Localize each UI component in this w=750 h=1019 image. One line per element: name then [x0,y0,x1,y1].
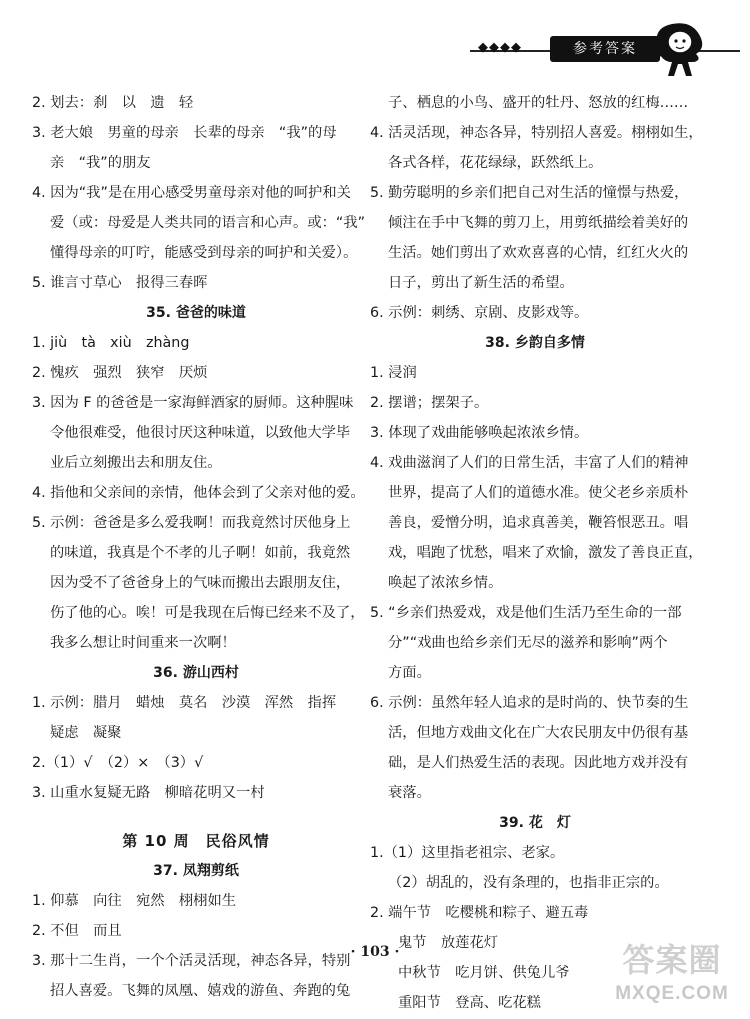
section-title: 36. 游山西村 [153,665,239,681]
left-column [32,88,366,1006]
answer-line: 1. jiù tà xiù zhàng [32,335,190,351]
answer-line: 衰落。 [388,785,431,801]
watermark-en: MXQE.COM [615,983,729,1004]
right-column [370,88,703,1018]
watermark-logo [602,938,742,1014]
answer-line: 我多么想让时间重来一次啊！ [50,635,236,651]
answer-line: 分”“戏曲也给乡亲们无尽的滋养和影响”两个 [388,635,668,651]
answer-line: 唤起了浓浓乡情。 [388,575,503,591]
answer-line: 令他很难受，他很讨厌这种味道，以致他大学毕 [50,425,351,441]
answer-line: 2. 端午节 吃樱桃和粽子、避五毒 [370,905,589,921]
answer-line: 础，是人们热爱生活的表现。因此地方戏并没有 [388,755,689,771]
section-title: 37. 凤翔剪纸 [153,863,239,879]
answer-line: 1. 仰慕 向往 宛然 栩栩如生 [32,893,237,909]
answer-line: 3. 体现了戏曲能够唤起浓浓乡情。 [370,425,589,441]
answer-line: 重阳节 登高、吃花糕 [398,995,541,1011]
answer-key-banner: 参考答案 [550,36,660,62]
answer-line: 亲 “我”的朋友 [50,155,151,171]
section-title: 35. 爸爸的味道 [146,305,246,321]
answer-line: 倾注在手中飞舞的剪刀上，用剪纸描绘着美好的 [388,215,689,231]
header-diamonds: ◆◆◆◆ [478,40,522,55]
answer-line: 的味道，我真是个不孝的儿子啊！如前，我竟然 [50,545,351,561]
answer-line: 1.（1）这里指老祖宗、老家。 [370,845,565,861]
answer-line: 招人喜爱。飞舞的凤凰、嬉戏的游鱼、奔跑的兔 [50,983,351,999]
answer-line: 懂得母亲的叮咛，能感受到母亲的呵护和关爱）。 [50,245,358,261]
answer-line: 4. 因为“我”是在用心感受男童母亲对他的呵护和关 [32,185,351,201]
answer-line: 世界，提高了人们的道德水准。使父老乡亲质朴 [388,485,689,501]
section-title: 38. 乡韵自多情 [485,335,585,351]
answer-line: 1. 示例：腊月 蜡烛 莫名 沙漠 浑然 指挥 [32,695,337,711]
answer-line: 3. 老大娘 男童的母亲 长辈的母亲 “我”的母 [32,125,337,141]
mascot-girl-icon [650,18,708,80]
week-title: 第 10 周 民俗风情 [122,832,270,850]
answer-line: 5. “乡亲们热爱戏，戏是他们生活乃至生命的一部 [370,605,682,621]
answer-line: 6. 示例：虽然年轻人追求的是时尚的、快节奏的生 [370,695,689,711]
answer-line: 3. 那十二生肖，一个个活灵活现，神态各异，特别 [32,953,351,969]
answer-line: （2）胡乱的，没有条理的，也指非正宗的。 [388,875,669,891]
answer-line: 生活。她们剪出了欢欢喜喜的心情，红红火火的 [388,245,689,261]
answer-line: 善良，爱憎分明，追求真善美，鞭笞恨恶丑。唱 [388,515,689,531]
answer-line: 2. 不但 而且 [32,923,122,939]
answer-line: 爱（或：母爱是人类共同的语言和心声。或：“我” [50,215,366,231]
answer-line: 3. 山重水复疑无路 柳暗花明又一村 [32,785,265,801]
spacer [32,808,360,826]
answer-line: 中秋节 吃月饼、供兔儿爷 [398,965,570,981]
answer-line: 3. 因为 F 的爸爸是一家海鲜酒家的厨师。这种腥味 [32,395,354,411]
answer-line: 鬼节 放莲花灯 [398,935,499,951]
answer-line: 2. 划去：刹 以 遗 轻 [32,95,194,111]
answer-line: 4. 指他和父亲间的亲情，他体会到了父亲对他的爱。 [32,485,365,501]
answer-line: 业后立刻搬出去和朋友住。 [50,455,222,471]
answer-line: 2.（1）√ （2）× （3）√ [32,755,204,771]
answer-line: 4. 活灵活现，神态各异，特别招人喜爱。栩栩如生， [370,125,703,141]
answer-line: 日子，剪出了新生活的希望。 [388,275,574,291]
answer-line: 5. 示例：爸爸是多么爱我啊！而我竟然讨厌他身上 [32,515,351,531]
page-number: · 103 · [350,944,400,960]
answer-line: 伤了他的心。唉！可是我现在后悔已经来不及了， [50,605,365,621]
answer-line: 活，但地方戏曲文化在广大农民朋友中仍很有基 [388,725,689,741]
answer-line: 疑虑 凝聚 [50,725,122,741]
answer-line: 戏，唱跑了忧愁，唱来了欢愉，激发了善良正直， [388,545,703,561]
answer-line: 5. 勤劳聪明的乡亲们把自己对生活的憧憬与热爱， [370,185,689,201]
answer-line: 2. 摆谱；摆架子。 [370,395,489,411]
answer-line: 6. 示例：刺绣、京剧、皮影戏等。 [370,305,589,321]
answer-line: 子、栖息的小鸟、盛开的牡丹、怒放的红梅…… [388,95,689,111]
answer-line: 1. 浸润 [370,365,417,381]
section-title: 39. 花 灯 [499,815,571,831]
watermark-cn: 答案圈 [622,942,722,978]
answer-line: 5. 谁言寸草心 报得三春晖 [32,275,208,291]
answer-line: 各式各样，花花绿绿，跃然纸上。 [388,155,603,171]
answer-line: 2. 愧疚 强烈 狭窄 厌烦 [32,365,208,381]
answer-line: 4. 戏曲滋润了人们的日常生活，丰富了人们的精神 [370,455,689,471]
answer-line: 因为受不了爸爸身上的气味而搬出去跟朋友住， [50,575,351,591]
answer-line: 方面。 [388,665,431,681]
